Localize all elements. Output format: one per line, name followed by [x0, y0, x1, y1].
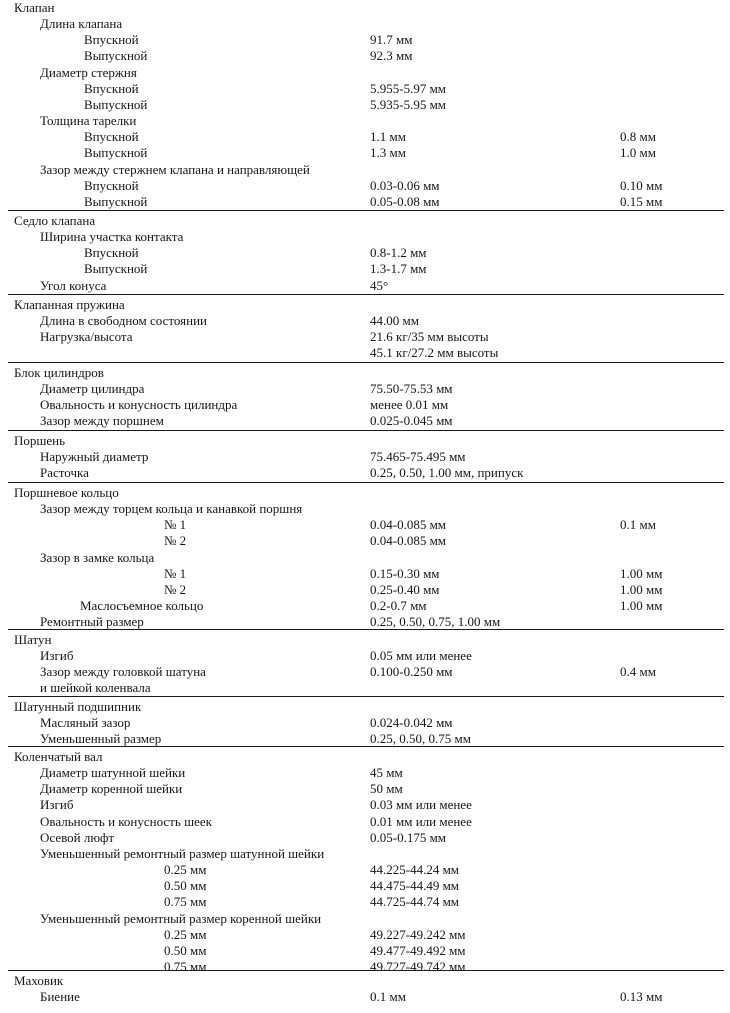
spec-label: Выпускной — [84, 193, 148, 209]
spec-label: Зазор между поршнем — [40, 413, 164, 429]
spec-value: 75.50-75.53 мм — [370, 381, 453, 397]
section-heading-row — [0, 749, 730, 765]
spec-label: 0.75 мм — [164, 958, 207, 974]
spec-row — [0, 16, 730, 32]
spec-row — [0, 943, 730, 959]
section-title: Шатун — [14, 632, 52, 647]
spec-label: 0.25 мм — [164, 862, 207, 878]
spec-label: Наружный диаметр — [40, 449, 149, 465]
spec-label: Впускной — [84, 177, 139, 193]
spec-value: 0.25, 0.50, 0.75 мм — [370, 731, 471, 747]
section-title: Седло клапана — [14, 213, 96, 228]
spec-row — [0, 614, 730, 630]
spec-label: № 1 — [164, 565, 187, 581]
spec-value: 0.15-0.30 мм — [370, 565, 440, 581]
spec-label: Выпускной — [84, 261, 148, 277]
spec-label: 0.75 мм — [164, 894, 207, 910]
spec-row — [0, 911, 730, 927]
spec-value: 92.3 мм — [370, 48, 413, 64]
section-heading-row — [0, 0, 730, 16]
spec-row — [0, 566, 730, 582]
section-title: Маховик — [14, 973, 64, 988]
spec-label: Угол конуса — [40, 277, 107, 293]
spec-label: Зазор между стержнем клапана и направляющей — [40, 161, 310, 177]
spec-label: Нагрузка/высота — [40, 329, 133, 345]
spec-row — [0, 598, 730, 614]
spec-label: Выпускной — [84, 145, 148, 161]
spec-row — [0, 533, 730, 549]
spec-label: Впускной — [84, 245, 139, 261]
section-heading-row — [0, 632, 730, 648]
spec-row — [0, 862, 730, 878]
spec-row — [0, 648, 730, 664]
spec-value: 0.1 мм — [370, 989, 406, 1005]
section-divider — [8, 362, 724, 363]
spec-row — [0, 582, 730, 598]
section-heading-row — [0, 365, 730, 381]
spec-label: Впускной — [84, 129, 139, 145]
spec-row — [0, 345, 730, 361]
spec-label: Диаметр шатунной шейки — [40, 765, 186, 781]
section-divider — [8, 970, 724, 971]
spec-label: № 2 — [164, 581, 187, 597]
spec-label: Изгиб — [40, 797, 74, 813]
spec-value: 45.1 кг/27.2 мм высоты — [370, 345, 499, 361]
section-title: Блок цилиндров — [14, 365, 104, 380]
spec-value: 49.227-49.242 мм — [370, 926, 466, 942]
section-title: Поршень — [14, 433, 66, 448]
section-heading-row — [0, 699, 730, 715]
spec-value: 44.225-44.24 мм — [370, 862, 460, 878]
spec-value: 0.05-0.08 мм — [370, 193, 440, 209]
spec-row — [0, 664, 730, 680]
spec-row — [0, 781, 730, 797]
spec-row — [0, 680, 730, 696]
spec-label: Зазор между торцем кольца и канавкой поршня — [40, 501, 303, 517]
spec-value: 45 мм — [370, 765, 403, 781]
section-divider — [8, 430, 724, 431]
spec-row — [0, 927, 730, 943]
spec-value: 0.024-0.042 мм — [370, 715, 453, 731]
spec-limit: 1.00 мм — [620, 581, 663, 597]
spec-limit: 1.00 мм — [620, 565, 663, 581]
spec-value: 0.025-0.045 мм — [370, 413, 453, 429]
spec-label: Овальность и конусность шеек — [40, 813, 212, 829]
spec-value: 0.01 мм или менее — [370, 813, 472, 829]
section-title: Шатунный подшипник — [14, 699, 142, 714]
spec-row — [0, 894, 730, 910]
spec-row — [0, 765, 730, 781]
spec-label: 0.50 мм — [164, 942, 207, 958]
section-heading-row — [0, 297, 730, 313]
spec-value: 44.725-44.74 мм — [370, 894, 460, 910]
spec-row — [0, 814, 730, 830]
spec-row — [0, 501, 730, 517]
spec-row — [0, 830, 730, 846]
spec-label: Выпускной — [84, 96, 148, 112]
spec-label: Уменьшенный размер — [40, 731, 162, 747]
spec-row — [0, 65, 730, 81]
spec-row — [0, 129, 730, 145]
spec-row — [0, 381, 730, 397]
spec-label: Масляный зазор — [40, 715, 131, 731]
spec-value: 44.00 мм — [370, 313, 419, 329]
section-heading-row — [0, 973, 730, 989]
spec-row — [0, 245, 730, 261]
section-divider — [8, 482, 724, 483]
spec-label: Толщина тарелки — [40, 113, 137, 129]
spec-value: 0.100-0.250 мм — [370, 664, 453, 680]
spec-value: 49.727-49.742 мм — [370, 958, 466, 974]
spec-label: Уменьшенный ремонтный размер коренной шейки — [40, 910, 322, 926]
spec-label: Диаметр цилиндра — [40, 381, 145, 397]
spec-row — [0, 48, 730, 64]
spec-row — [0, 517, 730, 533]
spec-label: Уменьшенный ремонтный размер шатунной шейки — [40, 845, 325, 861]
spec-value: 0.25, 0.50, 0.75, 1.00 мм — [370, 614, 501, 630]
spec-limit: 1.0 мм — [620, 145, 656, 161]
spec-row — [0, 229, 730, 245]
section-title: Клапанная пружина — [14, 297, 125, 312]
spec-label: Биение — [40, 989, 80, 1005]
spec-row — [0, 113, 730, 129]
section-title: Клапан — [14, 0, 55, 15]
spec-value: 0.03 мм или менее — [370, 797, 472, 813]
section-heading-row — [0, 213, 730, 229]
spec-row — [0, 878, 730, 894]
spec-row — [0, 32, 730, 48]
spec-limit: 0.4 мм — [620, 664, 656, 680]
spec-value: 0.05 мм или менее — [370, 648, 472, 664]
spec-label: и шейкой коленвала — [40, 680, 151, 696]
spec-row — [0, 397, 730, 413]
spec-label: Ширина участка контакта — [40, 229, 184, 245]
spec-row — [0, 989, 730, 1005]
spec-label: Осевой люфт — [40, 829, 115, 845]
spec-value: 1.1 мм — [370, 129, 406, 145]
spec-row — [0, 329, 730, 345]
spec-value: 1.3-1.7 мм — [370, 261, 427, 277]
spec-limit: 0.10 мм — [620, 177, 663, 193]
spec-label: № 2 — [164, 533, 187, 549]
section-title: Поршневое кольцо — [14, 485, 119, 500]
section-divider — [8, 210, 724, 211]
spec-row — [0, 313, 730, 329]
spec-row — [0, 413, 730, 429]
spec-value: 5.955-5.97 мм — [370, 80, 447, 96]
spec-value: 21.6 кг/35 мм высоты — [370, 329, 489, 345]
spec-value: 0.03-0.06 мм — [370, 177, 440, 193]
spec-label: Овальность и конусность цилиндра — [40, 397, 238, 413]
spec-label: Диаметр коренной шейки — [40, 781, 183, 797]
spec-value: 0.05-0.175 мм — [370, 829, 447, 845]
spec-row — [0, 145, 730, 161]
spec-value: 44.475-44.49 мм — [370, 878, 460, 894]
spec-row — [0, 97, 730, 113]
spec-label: Маслосъемное кольцо — [80, 598, 204, 614]
spec-value: 91.7 мм — [370, 32, 413, 48]
spec-label: 0.25 мм — [164, 926, 207, 942]
spec-row — [0, 449, 730, 465]
spec-label: Впускной — [84, 32, 139, 48]
spec-row — [0, 278, 730, 294]
spec-limit: 1.00 мм — [620, 598, 663, 614]
section-divider — [8, 294, 724, 295]
spec-label: Ремонтный размер — [40, 614, 144, 630]
section-heading-row — [0, 485, 730, 501]
spec-value: 0.8-1.2 мм — [370, 245, 427, 261]
spec-row — [0, 550, 730, 566]
spec-value: 0.04-0.085 мм — [370, 517, 447, 533]
section-heading-row — [0, 433, 730, 449]
spec-label: Впускной — [84, 80, 139, 96]
spec-limit: 0.1 мм — [620, 517, 656, 533]
spec-row — [0, 261, 730, 277]
spec-value: 0.25, 0.50, 1.00 мм, припуск — [370, 465, 524, 481]
spec-label: Выпускной — [84, 48, 148, 64]
spec-value: 0.2-0.7 мм — [370, 598, 427, 614]
spec-label: Изгиб — [40, 648, 74, 664]
spec-limit: 0.13 мм — [620, 989, 663, 1005]
spec-value: 49.477-49.492 мм — [370, 942, 466, 958]
spec-limit: 0.8 мм — [620, 129, 656, 145]
spec-label: Длина клапана — [40, 16, 123, 32]
section-divider — [8, 629, 724, 630]
spec-row — [0, 731, 730, 747]
spec-label: 0.50 мм — [164, 878, 207, 894]
spec-row — [0, 846, 730, 862]
spec-value: 0.04-0.085 мм — [370, 533, 447, 549]
spec-label: Расточка — [40, 465, 89, 481]
section-divider — [8, 746, 724, 747]
spec-row — [0, 162, 730, 178]
section-title: Коленчатый вал — [14, 749, 103, 764]
spec-value: менее 0.01 мм — [370, 397, 449, 413]
spec-value: 0.25-0.40 мм — [370, 581, 440, 597]
spec-value: 50 мм — [370, 781, 403, 797]
spec-limit: 0.15 мм — [620, 193, 663, 209]
spec-label: Зазор в замке кольца — [40, 549, 155, 565]
spec-label: Длина в свободном состоянии — [40, 313, 208, 329]
spec-value: 45° — [370, 277, 389, 293]
spec-row — [0, 465, 730, 481]
spec-row — [0, 797, 730, 813]
spec-row — [0, 194, 730, 210]
spec-value: 1.3 мм — [370, 145, 406, 161]
section-divider — [8, 696, 724, 697]
spec-label: Диаметр стержня — [40, 64, 137, 80]
spec-value: 75.465-75.495 мм — [370, 449, 466, 465]
spec-label: Зазор между головкой шатуна — [40, 664, 206, 680]
spec-label: № 1 — [164, 517, 187, 533]
spec-row — [0, 81, 730, 97]
spec-row — [0, 715, 730, 731]
spec-value: 5.935-5.95 мм — [370, 96, 447, 112]
spec-row — [0, 178, 730, 194]
